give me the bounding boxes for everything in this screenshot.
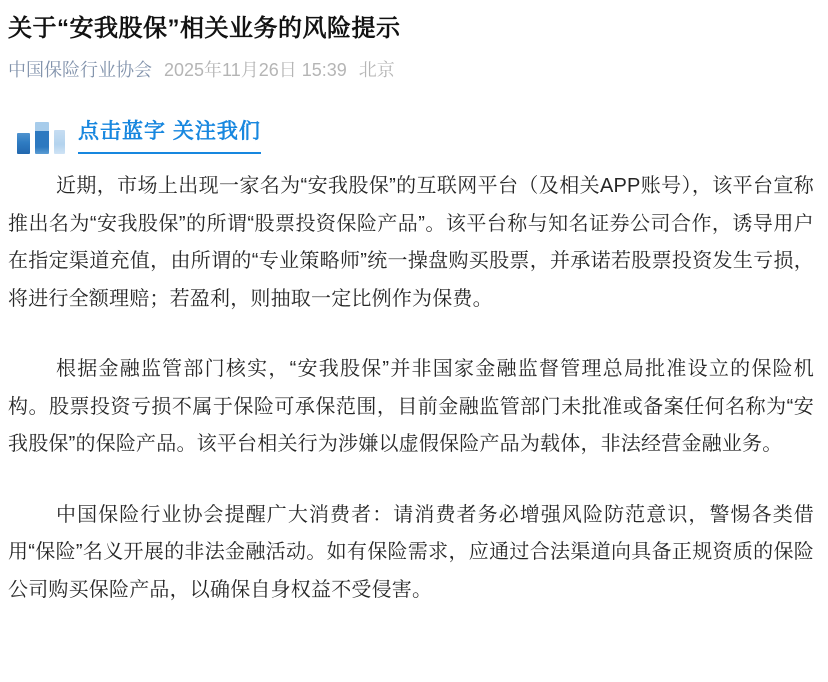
paragraph-1: 近期，市场上出现一家名为“安我股保”的互联网平台（及相关APP账号），该平台宣称推出名为“安我股保”的所谓“股票投资保险产品”。该平台称与知名证券公司合作，诱导用户在指定渠道充值，由所谓的“专业策略师”统一操盘购买股票，并承诺若股票投资发生亏损，将进行全额理赔；若盈利，则抽取一定比例作为保费。 [8, 175, 814, 310]
publish-location: 北京 [358, 60, 395, 80]
article-body [8, 168, 814, 609]
follow-link[interactable]: 点击蓝字 关注我们 [78, 115, 261, 154]
bar-chart-icon-bar-middle [35, 122, 49, 154]
paragraph-3: 中国保险行业协会提醒广大消费者：请消费者务必增强风险防范意识，警惕各类借用“保险”名义开展的非法金融活动。如有保险需求，应通过合法渠道向具备正规资质的保险公司购买保险产品，以确保自身权益不受侵害。 [8, 503, 814, 601]
bar-chart-icon [17, 122, 65, 154]
paragraph-2: 根据金融监管部门核实，“安我股保”并非国家金融监督管理总局批准设立的保险机构。股票投资亏损不属于保险可承保范围，目前金融监管部门未批准或备案任何名称为“安我股保”的保险产品。该平台相关行为涉嫌以虚假保险产品为载体，非法经营金融业务。 [8, 358, 814, 455]
bar-chart-icon-bar-left [17, 133, 30, 154]
bar-chart-icon-bar-right [54, 130, 65, 154]
byline [8, 58, 814, 82]
page-title: 关于“安我股保”相关业务的风险提示 [8, 15, 401, 42]
account-name[interactable]: 中国保险行业协会 [8, 60, 152, 80]
follow-banner[interactable] [17, 115, 814, 154]
publish-date: 2025年11月26日 15:39 [164, 60, 347, 80]
